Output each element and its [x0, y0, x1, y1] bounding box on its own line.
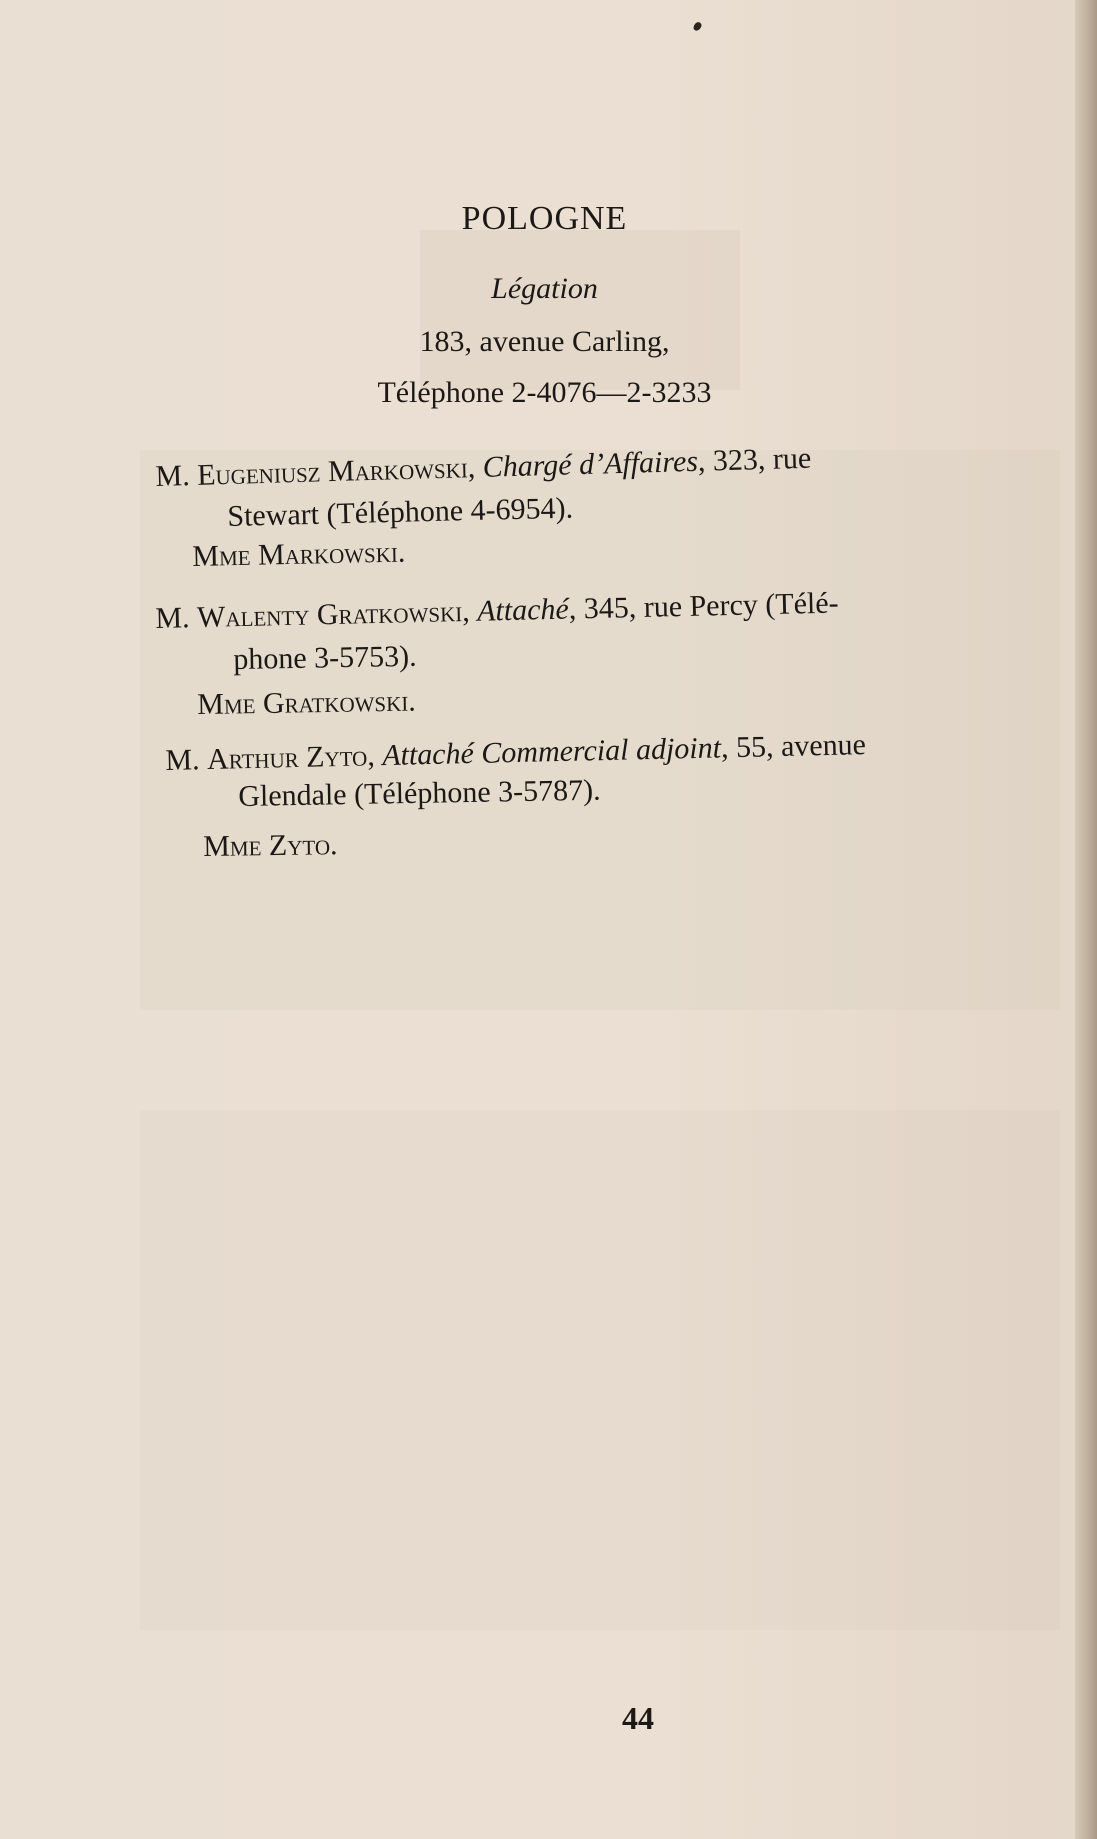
show-through-shadow: [420, 230, 740, 390]
country-heading: POLOGNE: [461, 200, 628, 237]
entry-prefix: M.: [165, 743, 208, 777]
staff-entry: M. Eugeniusz Markowski, Chargé d’Affaires, 323, rue: [155, 441, 812, 493]
staff-name: Walenty Gratkowski: [196, 595, 463, 635]
staff-address-line1: , 345, rue Percy (Télé-: [568, 586, 839, 626]
staff-name: Eugeniusz Markowski: [196, 451, 469, 492]
mission-type: Légation: [491, 272, 598, 305]
staff-name: Arthur Zyto: [206, 739, 368, 777]
staff-address-line1: , 323, rue: [697, 441, 812, 478]
staff-address-line2: Stewart (Téléphone 4-6954).: [227, 491, 574, 533]
entry-prefix: M.: [155, 601, 198, 635]
staff-address-line2: phone 3-5753).: [233, 639, 417, 676]
staff-title: Chargé d’Affaires: [482, 444, 699, 484]
staff-address-line1: , 55, avenue: [720, 728, 867, 765]
mission-phone: Téléphone 2-4076—2-3233: [377, 376, 712, 409]
staff-title: Attaché: [476, 592, 570, 628]
staff-entry: M. Arthur Zyto, Attaché Commercial adjoint, 55, avenue: [165, 728, 867, 777]
staff-address-line2: Glendale (Téléphone 3-5787).: [238, 773, 601, 813]
spouse-name: Mme Markowski.: [192, 535, 406, 573]
ink-speck: [692, 21, 702, 32]
mission-address: 183, avenue Carling,: [419, 325, 670, 358]
entry-prefix: M.: [155, 458, 198, 493]
spouse-name: Mme Gratkowski.: [197, 684, 417, 721]
staff-title: Attaché Commercial adjoint: [381, 731, 722, 773]
page-number: 44: [622, 1700, 654, 1736]
show-through-shadow: [140, 1110, 1060, 1630]
spouse-name: Mme Zyto.: [203, 828, 338, 863]
staff-entry: M. Walenty Gratkowski, Attaché, 345, rue Percy (Télé-: [155, 586, 839, 635]
